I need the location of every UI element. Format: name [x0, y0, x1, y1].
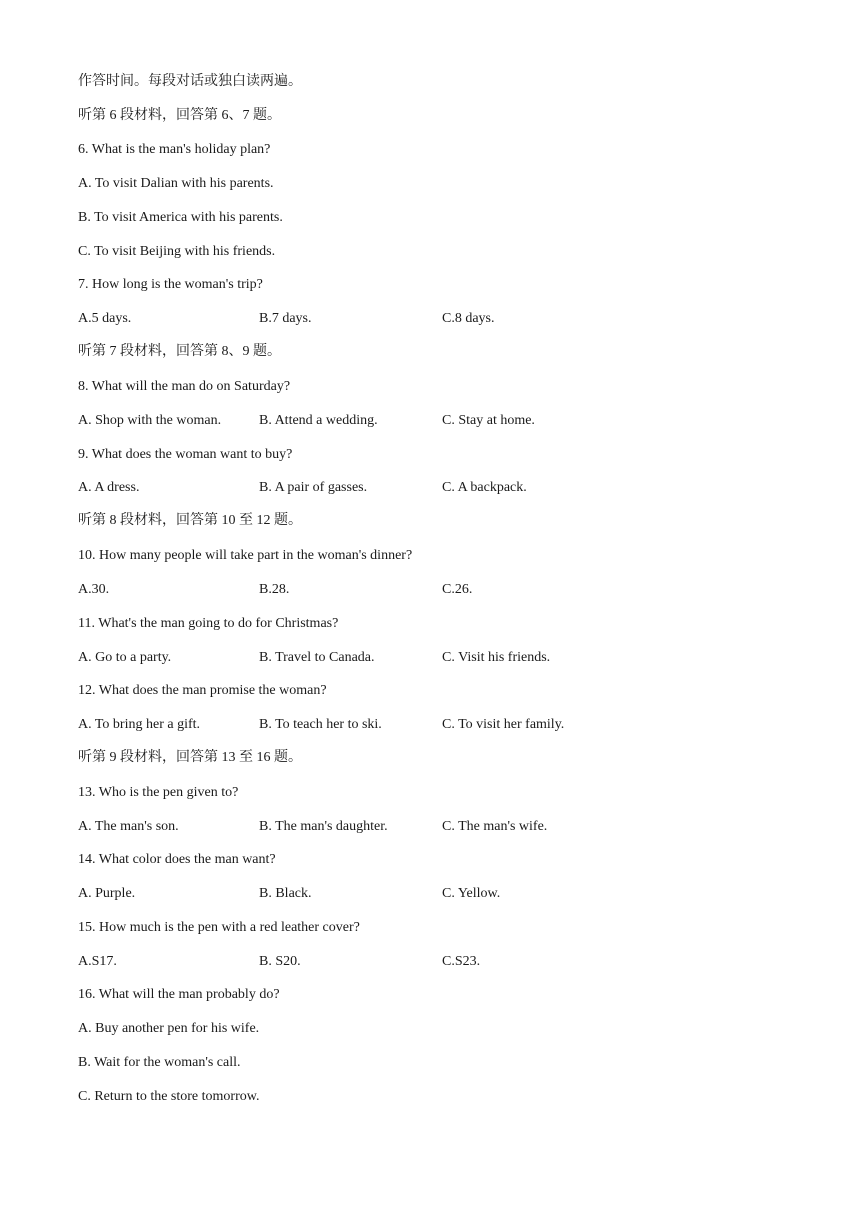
question-9-options	[78, 479, 798, 497]
question-10-option-c: C.26.	[442, 582, 473, 597]
section-header-7: 听第 7 段材料，回答第 8、9 题。	[78, 344, 281, 359]
question-14-option-a: A. Purple.	[78, 886, 136, 901]
question-9-option-a: A. A dress.	[78, 480, 140, 495]
question-14: 14. What color does the man want?	[78, 852, 276, 867]
section-header-6: 听第 6 段材料，回答第 6、7 题。	[78, 108, 281, 123]
question-6: 6. What is the man's holiday plan?	[78, 142, 271, 157]
question-15-options	[78, 953, 798, 971]
question-11-options	[78, 649, 798, 667]
question-8-option-a: A. Shop with the woman.	[78, 413, 222, 428]
question-14-options	[78, 885, 798, 903]
question-8-option-b: B. Attend a wedding.	[259, 413, 378, 428]
question-9-option-b: B. A pair of gasses.	[259, 480, 368, 495]
question-8: 8. What will the man do on Saturday?	[78, 379, 291, 394]
question-13-option-b: B. The man's daughter.	[259, 819, 388, 834]
question-14-option-b: B. Black.	[259, 886, 312, 901]
question-6-option-a: A. To visit Dalian with his parents.	[78, 176, 274, 191]
question-10: 10. How many people will take part in the woman's dinner?	[78, 548, 413, 563]
question-11: 11. What's the man going to do for Christmas?	[78, 616, 339, 631]
question-11-option-a: A. Go to a party.	[78, 650, 172, 665]
question-14-option-c: C. Yellow.	[442, 886, 501, 901]
question-13-option-a: A. The man's son.	[78, 819, 179, 834]
question-16: 16. What will the man probably do?	[78, 987, 280, 1002]
section-header-8: 听第 8 段材料，回答第 10 至 12 题。	[78, 513, 302, 528]
question-16-option-a: A. Buy another pen for his wife.	[78, 1021, 260, 1036]
question-11-option-c: C. Visit his friends.	[442, 650, 551, 665]
question-15: 15. How much is the pen with a red leather cover?	[78, 920, 360, 935]
question-11-option-b: B. Travel to Canada.	[259, 650, 375, 665]
question-12-option-c: C. To visit her family.	[442, 717, 565, 732]
question-13-options	[78, 818, 798, 836]
question-6-option-c: C. To visit Beijing with his friends.	[78, 244, 276, 259]
question-7-option-b: B.7 days.	[259, 311, 312, 326]
question-12-option-b: B. To teach her to ski.	[259, 717, 382, 732]
question-7-option-a: A.5 days.	[78, 311, 132, 326]
question-8-option-c: C. Stay at home.	[442, 413, 535, 428]
question-12-option-a: A. To bring her a gift.	[78, 717, 201, 732]
instruction-text: 作答时间。每段对话或独白读两遍。	[78, 74, 302, 89]
section-header-9: 听第 9 段材料，回答第 13 至 16 题。	[78, 750, 302, 765]
question-16-option-c: C. Return to the store tomorrow.	[78, 1089, 260, 1104]
question-7-option-c: C.8 days.	[442, 311, 495, 326]
question-7-options	[78, 310, 798, 328]
question-15-option-b: B. S20.	[259, 954, 301, 969]
question-8-options	[78, 412, 798, 430]
question-9-option-c: C. A backpack.	[442, 480, 527, 495]
question-10-option-a: A.30.	[78, 582, 110, 597]
question-9: 9. What does the woman want to buy?	[78, 447, 293, 462]
question-10-option-b: B.28.	[259, 582, 290, 597]
question-7: 7. How long is the woman's trip?	[78, 277, 263, 292]
question-12-options	[78, 716, 798, 734]
question-12: 12. What does the man promise the woman?	[78, 683, 327, 698]
question-16-option-b: B. Wait for the woman's call.	[78, 1055, 241, 1070]
question-6-option-b: B. To visit America with his parents.	[78, 210, 283, 225]
question-13-option-c: C. The man's wife.	[442, 819, 548, 834]
question-15-option-c: C.S23.	[442, 954, 481, 969]
question-15-option-a: A.S17.	[78, 954, 117, 969]
question-10-options	[78, 581, 798, 599]
question-13: 13. Who is the pen given to?	[78, 785, 239, 800]
